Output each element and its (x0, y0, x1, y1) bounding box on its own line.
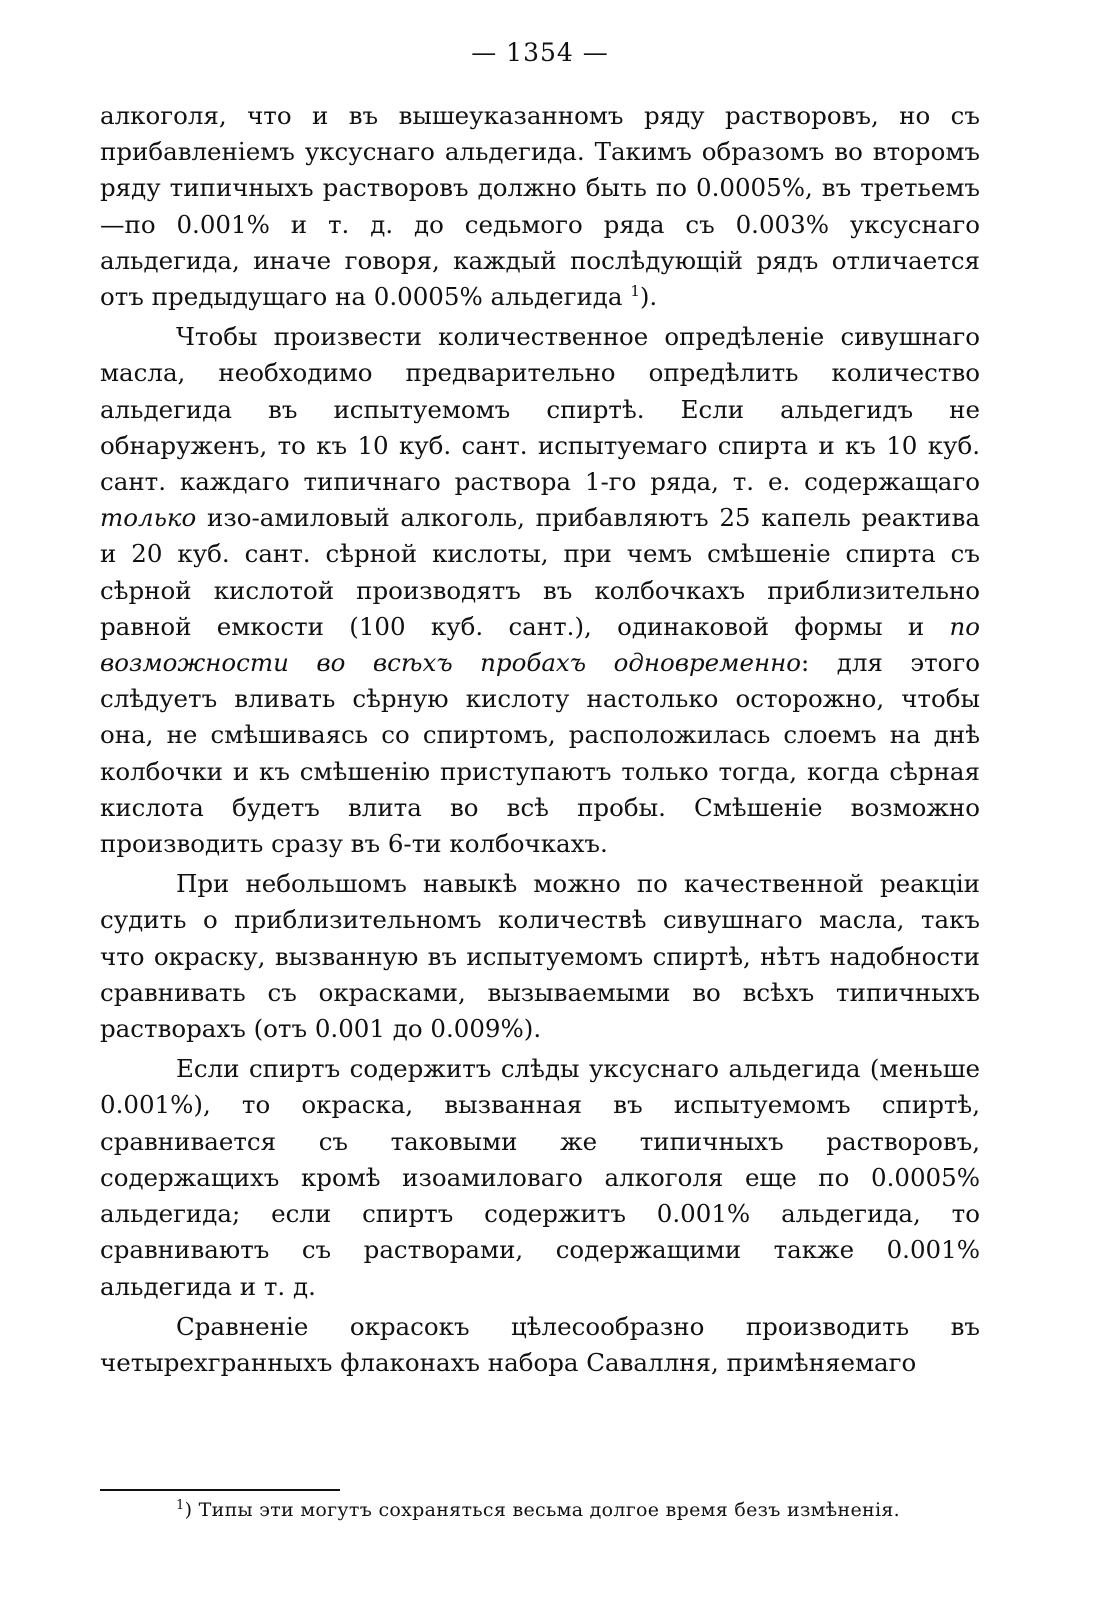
page-number: — 1354 — (471, 38, 609, 67)
paragraph-4-text: Если спиртъ содержитъ слѣды уксуснаго альдегида (меньше 0.001%), то окраска, вызванная въ испытуемомъ спиртѣ, сравнивается съ таковыми же типичныхъ растворовъ, содержащихъ кромѣ изоамиловаго алкоголя еще по 0.0005% альдегида; если спиртъ содержитъ 0.001% альдегида, то сравниваютъ съ растворами, содержащими также 0.001% альдегида и т. д. (100, 1054, 980, 1301)
footnote (176, 1497, 980, 1523)
paragraph-3-text: При небольшомъ навыкѣ можно по качественной реакціи судить о приблизительномъ количествѣ сивушнаго масла, такъ что окраску, вызванную въ испытуемомъ спиртѣ, нѣтъ надобности сравнивать съ окрасками, вызываемыми во всѣхъ типичныхъ растворахъ (отъ 0.001 до 0.009%). (100, 869, 980, 1044)
paragraph-2-emphasis-1: только (100, 503, 197, 533)
page-content (100, 38, 980, 1381)
body-text (100, 98, 980, 1381)
paragraph-2-part-3: : для этого слѣдуетъ вливать сѣрную кислоту настолько осторожно, чтобы она, не смѣшиваясь со спиртомъ, расположилась слоемъ на днѣ колбочки и къ смѣшенію приступаютъ только тогда, когда сѣрная кислота будетъ влита во всѣ пробы. Смѣшеніе возможно производить сразу въ 6-ти колбочкахъ. (100, 648, 980, 859)
footnote-mark: 1 (176, 1498, 185, 1513)
paragraph-1-tail: ). (639, 282, 658, 312)
paragraph-2-part-1: Чтобы произвести количественное опредѣленіе сивушнаго масла, необходимо предварительно опредѣлить количество альдегида въ испытуемомъ спиртѣ. Если альдегидъ не обнаруженъ, то къ 10 куб. сант. испытуемаго спирта и къ 10 куб. сант. каждаго типичнаго раствора 1-го ряда, т. е. содержащаго (100, 322, 980, 497)
paragraph-1 (100, 98, 980, 315)
paragraph-2-part-2: изо-амиловый алкоголь, прибавляютъ 25 капель реактива и 20 куб. сант. сѣрной кислоты, при чемъ смѣшеніе спирта съ сѣрной кислотой производятъ въ колбочкахъ приблизительно равной емкости (100 куб. сант.), одинаковой формы и (100, 503, 980, 641)
paragraph-4 (100, 1051, 980, 1304)
footnote-divider (100, 1489, 340, 1491)
paragraph-1-text: алкоголя, что и въ вышеуказанномъ ряду растворовъ, но съ прибавленіемъ уксуснаго альдегида. Такимъ образомъ во второмъ ряду типичныхъ растворовъ должно быть по 0.0005%, въ третьемъ—по 0.001% и т. д. до седьмого ряда съ 0.003% уксуснаго альдегида, иначе говоря, каждый послѣдующій рядъ отличается отъ предыдущаго на 0.0005% альдегида (100, 101, 980, 312)
paragraph-3 (100, 866, 980, 1047)
footnote-text: ) Типы эти могутъ сохраняться весьма долгое время безъ измѣненія. (184, 1499, 900, 1521)
footnote-reference: 1 (630, 282, 640, 301)
paragraph-2-emphasis-2: по возможности во всѣхъ пробахъ одновременно (100, 611, 980, 678)
paragraph-5 (100, 1309, 980, 1381)
paragraph-2 (100, 319, 980, 862)
paragraph-5-text: Сравненіе окрасокъ цѣлесообразно производить въ четырехгранныхъ флаконахъ набора Саваллня, примѣняемаго (100, 1311, 980, 1377)
